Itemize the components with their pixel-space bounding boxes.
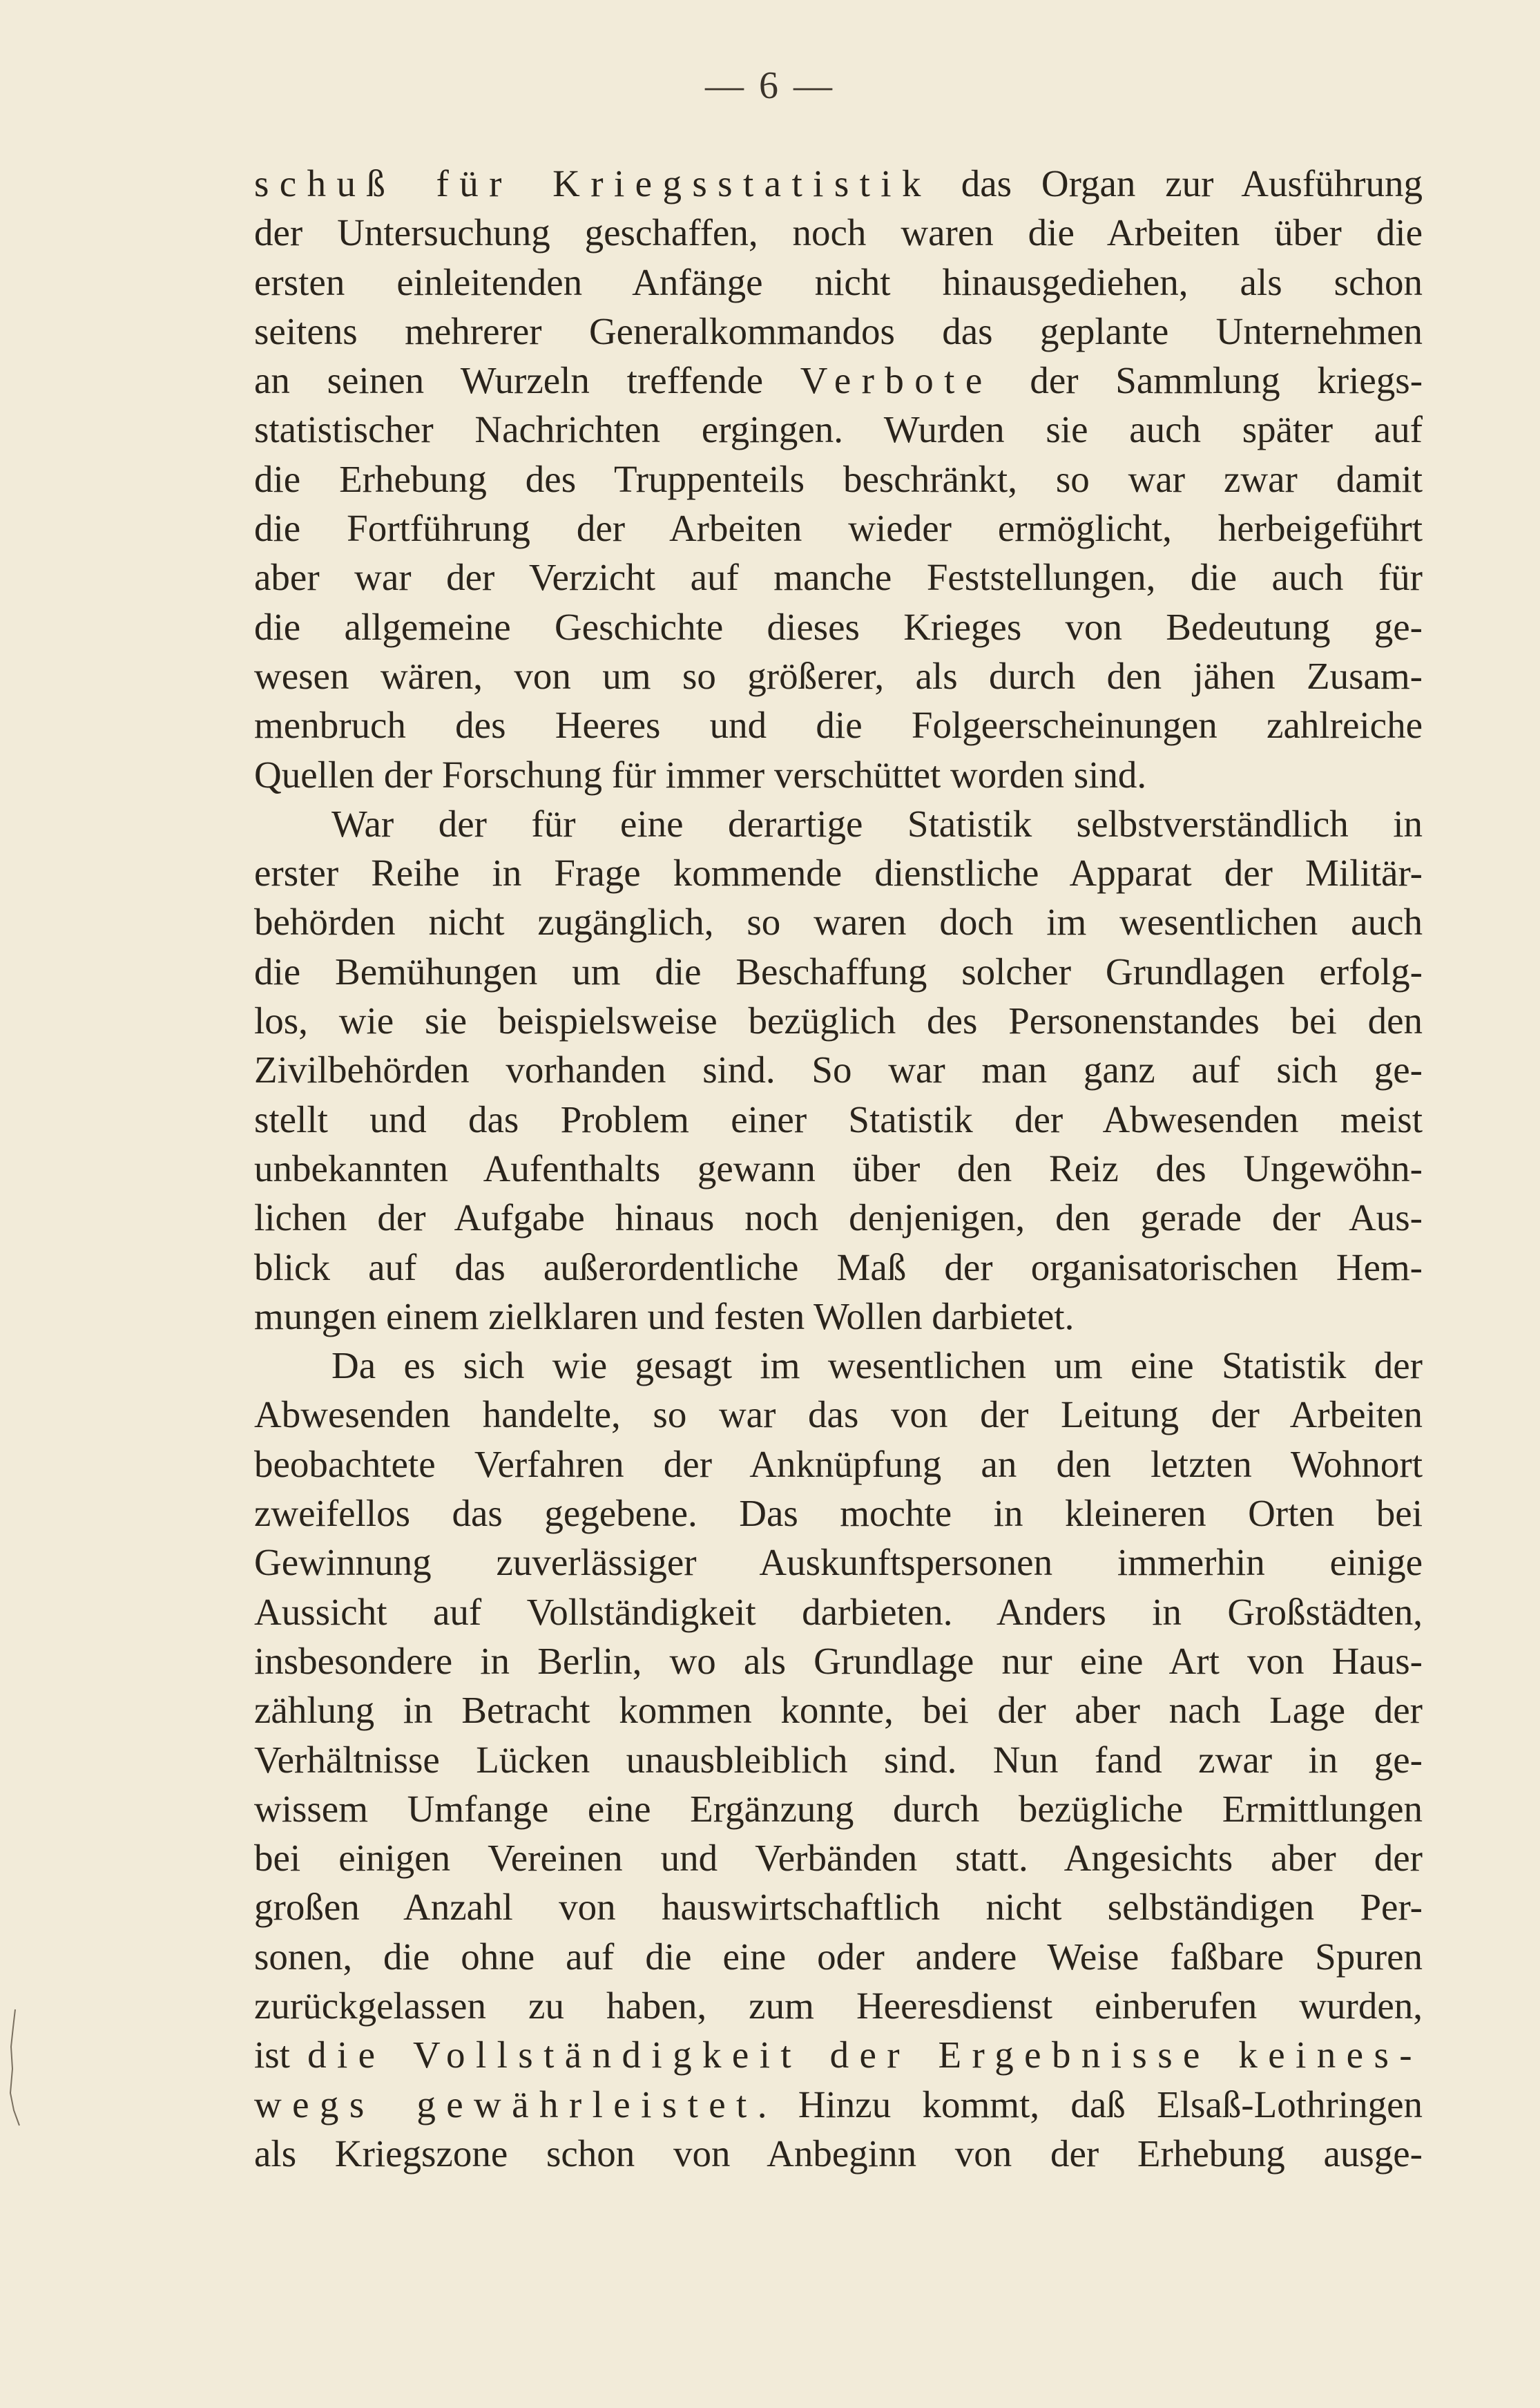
text-segment: insbesondere in Berlin, wo als Grundlage nur eine Art von Haus- xyxy=(254,1639,1423,1682)
emphasized-text: die Vollständigkeit der Ergebnisse keines- xyxy=(307,2034,1423,2076)
text-line xyxy=(254,1440,1423,1489)
text-segment: los, wie sie beispielsweise bezüglich des Personenstandes bei den xyxy=(254,1000,1423,1042)
text-line xyxy=(254,1833,1423,1882)
text-line xyxy=(254,1045,1423,1094)
text-line xyxy=(254,996,1423,1045)
text-line xyxy=(254,1882,1423,1931)
text-segment: großen Anzahl von hauswirtschaftlich nicht selbständigen Per- xyxy=(254,1886,1423,1929)
text-segment: zweifellos das gegebene. Das mochte in kleineren Orten bei xyxy=(254,1492,1423,1535)
text-line xyxy=(254,1735,1423,1784)
text-segment: die allgemeine Geschichte dieses Krieges von Bedeutung ge- xyxy=(254,605,1423,648)
text-segment: mungen einem zielklaren und festen Wollen darbietet. xyxy=(254,1294,1075,1337)
text-segment: statistischer Nachrichten ergingen. Wurden sie auch später auf xyxy=(254,408,1423,451)
text-segment: Aussicht auf Vollständigkeit darbieten. Anders in Großstädten, xyxy=(254,1590,1423,1633)
text-segment: der Sammlung kriegs- xyxy=(992,359,1423,402)
text-segment: zurückgelassen zu haben, zum Heeresdienst einberufen wurden, xyxy=(254,1984,1423,2027)
text-line xyxy=(254,2030,1423,2079)
text-line xyxy=(254,159,1423,208)
text-segment: lichen der Aufgabe hinaus noch denjenigen, den gerade der Aus- xyxy=(254,1196,1423,1239)
text-segment: Quellen der Forschung für immer verschüttet worden sind. xyxy=(254,753,1147,796)
text-line xyxy=(254,1390,1423,1439)
text-line xyxy=(254,307,1423,356)
text-line xyxy=(254,356,1423,405)
text-segment: stellt und das Problem einer Statistik der Abwesenden meist xyxy=(254,1098,1423,1140)
text-segment: an seinen Wurzeln treffende xyxy=(254,359,800,402)
text-line xyxy=(254,504,1423,553)
text-line xyxy=(254,1685,1423,1735)
text-segment: das Organ zur Ausführung xyxy=(931,162,1423,204)
emphasized-text: Verbote xyxy=(800,359,993,402)
text-line xyxy=(254,1144,1423,1193)
text-line xyxy=(254,1932,1423,1981)
text-segment: ersten einleitenden Anfänge nicht hinausgediehen, als schon xyxy=(254,260,1423,303)
text-line xyxy=(254,1784,1423,1833)
text-segment: blick auf das außerordentliche Maß der organisatorischen Hem- xyxy=(254,1245,1423,1288)
text-line xyxy=(254,651,1423,700)
text-line xyxy=(254,799,1423,848)
text-segment: zählung in Betracht kommen konnte, bei der aber nach Lage der xyxy=(254,1689,1423,1732)
text-line xyxy=(254,1341,1423,1390)
page-number: — 6 — xyxy=(705,64,835,107)
text-line xyxy=(254,700,1423,749)
text-line xyxy=(254,1193,1423,1242)
text-line xyxy=(254,1243,1423,1292)
margin-pencil-mark xyxy=(6,2007,22,2128)
text-segment: War der für eine derartige Statistik selbstverständlich in xyxy=(331,802,1423,845)
text-segment: wissem Umfange eine Ergänzung durch bezügliche Ermittlungen xyxy=(254,1787,1423,1830)
text-line xyxy=(254,1489,1423,1538)
text-line xyxy=(254,848,1423,897)
text-line xyxy=(254,750,1423,799)
text-segment: beobachtete Verfahren der Anknüpfung an den letzten Wohnort xyxy=(254,1442,1423,1485)
text-line xyxy=(254,947,1423,996)
text-segment: erster Reihe in Frage kommende dienstliche Apparat der Militär- xyxy=(254,852,1423,895)
text-segment: behörden nicht zugänglich, so waren doch im wesentlichen auch xyxy=(254,901,1423,944)
text-segment: sonen, die ohne auf die eine oder andere Weise faßbare Spuren xyxy=(254,1935,1423,1978)
text-line xyxy=(254,208,1423,257)
text-segment: seitens mehrerer Generalkommandos das geplante Unternehmen xyxy=(254,309,1423,352)
text-segment: Gewinnung zuverlässiger Auskunftspersonen immerhin einige xyxy=(254,1541,1423,1584)
text-line xyxy=(254,1095,1423,1144)
text-line xyxy=(254,2129,1423,2178)
text-line xyxy=(254,1981,1423,2030)
text-line xyxy=(254,897,1423,946)
text-line xyxy=(254,602,1423,651)
text-line xyxy=(254,553,1423,602)
text-line xyxy=(254,455,1423,504)
body-text xyxy=(254,159,1423,2178)
text-segment: die Bemühungen um die Beschaffung solcher Grundlagen erfolg- xyxy=(254,950,1423,993)
text-segment: ist xyxy=(254,2034,308,2076)
text-segment: als Kriegszone schon von Anbeginn von der Erhebung ausge- xyxy=(254,2132,1423,2175)
text-line xyxy=(254,1292,1423,1341)
text-line xyxy=(254,2080,1423,2129)
text-segment: die Fortführung der Arbeiten wieder ermöglicht, herbeigeführt xyxy=(254,507,1423,550)
text-segment: der Untersuchung geschaffen, noch waren die Arbeiten über die xyxy=(254,211,1423,254)
text-line xyxy=(254,1538,1423,1587)
text-segment: Abwesenden handelte, so war das von der Leitung der Arbeiten xyxy=(254,1393,1423,1436)
text-line xyxy=(254,405,1423,454)
text-segment: die Erhebung des Truppenteils beschränkt, so war zwar damit xyxy=(254,457,1423,500)
text-line xyxy=(254,258,1423,307)
text-segment: bei einigen Vereinen und Verbänden statt. Angesichts aber der xyxy=(254,1837,1423,1880)
text-segment: . Hinzu kommt, daß Elsaß-Lothringen xyxy=(757,2083,1423,2125)
text-segment: aber war der Verzicht auf manche Feststellungen, die auch für xyxy=(254,556,1423,599)
text-line xyxy=(254,1636,1423,1685)
text-segment: unbekannten Aufenthalts gewann über den Reiz des Ungewöhn- xyxy=(254,1147,1423,1189)
emphasized-text: wegs gewährleistet xyxy=(254,2083,758,2125)
emphasized-text: schuß für Kriegsstatistik xyxy=(254,162,932,204)
text-segment: Verhältnisse Lücken unausbleiblich sind. Nun fand zwar in ge- xyxy=(254,1738,1423,1781)
text-segment: wesen wären, von um so größerer, als durch den jähen Zusam- xyxy=(254,654,1423,697)
text-segment: Da es sich wie gesagt im wesentlichen um eine Statistik der xyxy=(331,1344,1423,1387)
text-line xyxy=(254,1587,1423,1636)
text-segment: Zivilbehörden vorhanden sind. So war man ganz auf sich ge- xyxy=(254,1049,1423,1091)
text-segment: menbruch des Heeres und die Folgeerscheinungen zahlreiche xyxy=(254,704,1423,747)
